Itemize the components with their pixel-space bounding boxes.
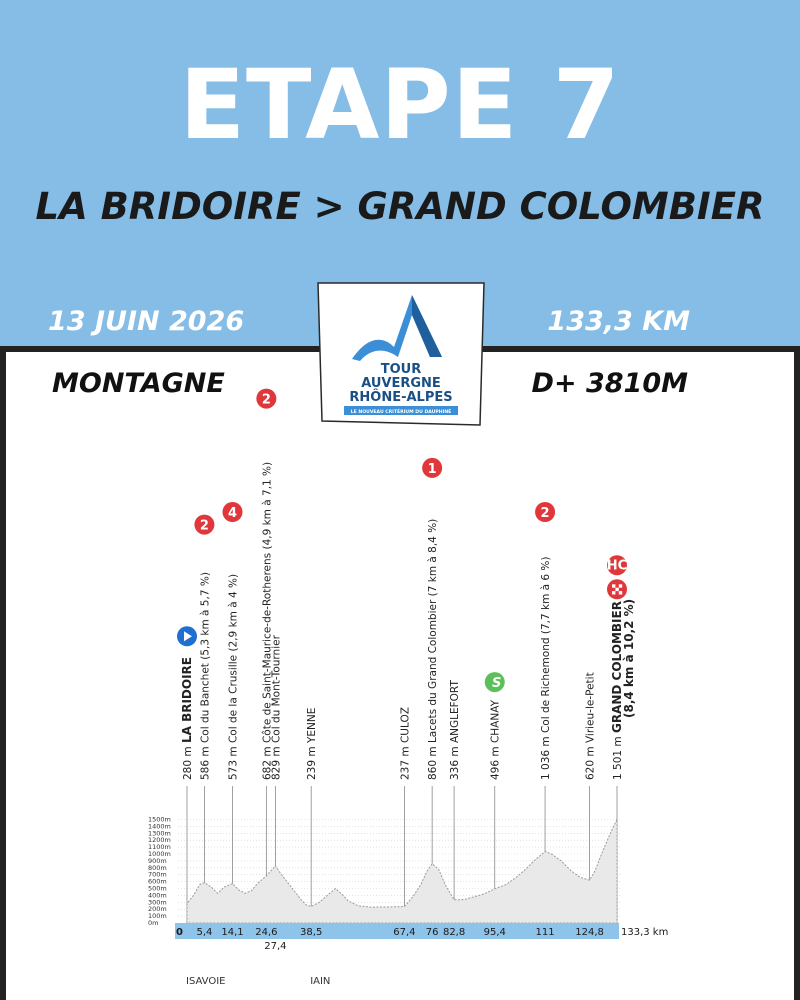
department-label: IAIN [310,976,331,987]
stage-date: 13 JUIN 2026 [48,306,245,337]
km-start-label: 0 [176,927,183,938]
waypoint-altitude: 573 m [227,743,240,780]
waypoint-title: Col du Banchet (5,3 km à 5,7 %) [199,572,212,744]
waypoint-altitude: 829 m [270,743,283,780]
altitude-tick: 1500m [148,815,171,824]
waypoint-label [227,574,239,780]
waypoint-name [449,680,461,780]
waypoint-label [427,519,439,780]
climb-category-label: 2 [261,392,271,408]
altitude-tick: 700m [148,870,167,879]
waypoint-km-label: 27,4 [264,941,287,952]
logo-line3: RHÔNE-ALPES [349,390,453,405]
climb-category-label: 4 [227,506,238,521]
waypoint-subtitle: (8,4 km à 10,2 %) [622,598,636,718]
waypoint-name [490,699,502,780]
waypoint-km-label: 24,6 [255,927,278,938]
altitude-tick: 800m [148,863,167,872]
altitude-tick: 1300m [148,829,171,838]
waypoint-km-label: 38,5 [300,927,323,938]
climb-category-label: 1 [427,461,437,477]
finish-flag-square [612,584,615,587]
waypoint-altitude: 336 m [449,743,462,780]
climb-category-label: 2 [199,518,209,534]
waypoint-title: GRAND COLOMBIER [610,601,624,734]
waypoint-km-label: 67,4 [393,927,416,938]
waypoint-km-label: 111 [535,927,555,938]
waypoint-label [540,557,552,781]
waypoint-labels [180,462,636,780]
waypoint-label [610,599,636,780]
altitude-tick: 300m [148,898,167,907]
waypoint-km-label: 82,8 [442,927,466,938]
waypoint-altitude: 1 501 m [612,733,624,780]
altitude-tick: 1100m [148,843,171,852]
waypoint-label [306,708,318,780]
department-label: ISAVOIE [186,976,226,987]
waypoint-km-label: 124,8 [575,927,604,938]
finish-flag-square [619,584,622,587]
stage-distance: 133,3 KM [547,306,690,337]
finish-flag-square [619,591,622,594]
climb-category-label: 2 [540,506,550,521]
finish-flag-square [612,591,615,594]
altitude-tick: 600m [148,877,167,886]
altitude-tick: 100m [148,912,167,921]
altitude-tick: 500m [148,884,167,893]
waypoint-label [449,680,461,780]
waypoint-altitude: 586 m [199,743,212,780]
waypoint-label [270,634,282,780]
waypoint-label [490,699,502,780]
waypoint-name [427,519,439,780]
waypoint-km-label: 95,4 [483,927,506,938]
waypoint-km-label: 5,4 [196,927,213,938]
waypoint-altitude: 237 m [399,743,412,780]
finish-flag-square [615,588,618,591]
waypoint-name [585,672,597,780]
waypoint-altitude: 280 m [182,743,194,780]
waypoint-title: CHANAY [489,700,502,744]
waypoint-name [399,707,411,780]
waypoint-title: Col de Richemond (7,7 km à 6 %) [540,556,553,734]
waypoint-altitude: 1 036 m [540,733,553,780]
waypoint-altitude: 620 m [584,743,597,780]
sprint-icon-letter: S [492,676,502,692]
altitude-tick: 400m [148,891,167,900]
km-total-label: 133,3 km [621,927,669,938]
waypoint-name [180,657,194,780]
waypoint-altitude: 239 m [306,743,319,780]
altitude-tick: 1200m [148,836,171,845]
waypoint-label [399,707,411,780]
waypoint-label [180,657,194,780]
waypoint-name [306,708,318,780]
waypoint-km-label: 76 [425,927,439,938]
waypoint-title: Lacets du Grand Colombier (7 km à 8,4 %) [427,518,440,744]
waypoint-name [540,557,552,781]
waypoint-title: Côte de Saint-Maurice-de-Rotherens (4,9 km à 7,1 %) [261,461,274,744]
climb-category-label: HC [606,558,628,574]
stage-title: ETAPE 7 [179,49,621,161]
altitude-tick: 1400m [148,822,171,831]
waypoint-title: LA BRIDOIRE [180,657,194,744]
elevation-gain: D+ 3810M [531,368,688,399]
waypoint-km-label: 14,1 [221,927,244,938]
waypoint-title: Col du Mont-Tournier [270,635,283,744]
waypoint-title: ANGLEFORT [449,680,462,744]
logo-line1: TOUR [380,362,422,377]
waypoint-title: Virieu-le-Petit [584,672,597,744]
waypoint-name [270,634,282,780]
waypoint-name [227,574,239,780]
waypoint-title: CULOZ [399,707,412,744]
altitude-tick: 900m [148,856,167,865]
waypoint-altitude: 860 m [427,743,440,780]
waypoint-label [585,672,597,780]
route-title: LA BRIDOIRE > GRAND COLOMBIER [35,185,765,228]
logo-line2: AUVERGNE [361,376,441,391]
waypoint-altitude: 682 m [261,743,274,780]
tour-logo [312,277,490,427]
logo-tagline: LE NOUVEAU CRITÉRIUM DU DAUPHINÉ [350,410,452,415]
altitude-tick: 1000m [148,850,171,858]
stage-category: MONTAGNE [52,368,225,399]
waypoint-title: Col de la Crusille (2,9 km à 4 %) [227,573,240,744]
waypoint-title: YENNE [306,707,319,744]
waypoint-label [199,572,211,780]
altitude-tick: 200m [148,905,167,914]
waypoint-name [199,572,211,780]
altitude-tick: 0m [148,919,159,927]
terrain-profile [187,819,617,923]
waypoint-altitude: 496 m [489,743,502,780]
